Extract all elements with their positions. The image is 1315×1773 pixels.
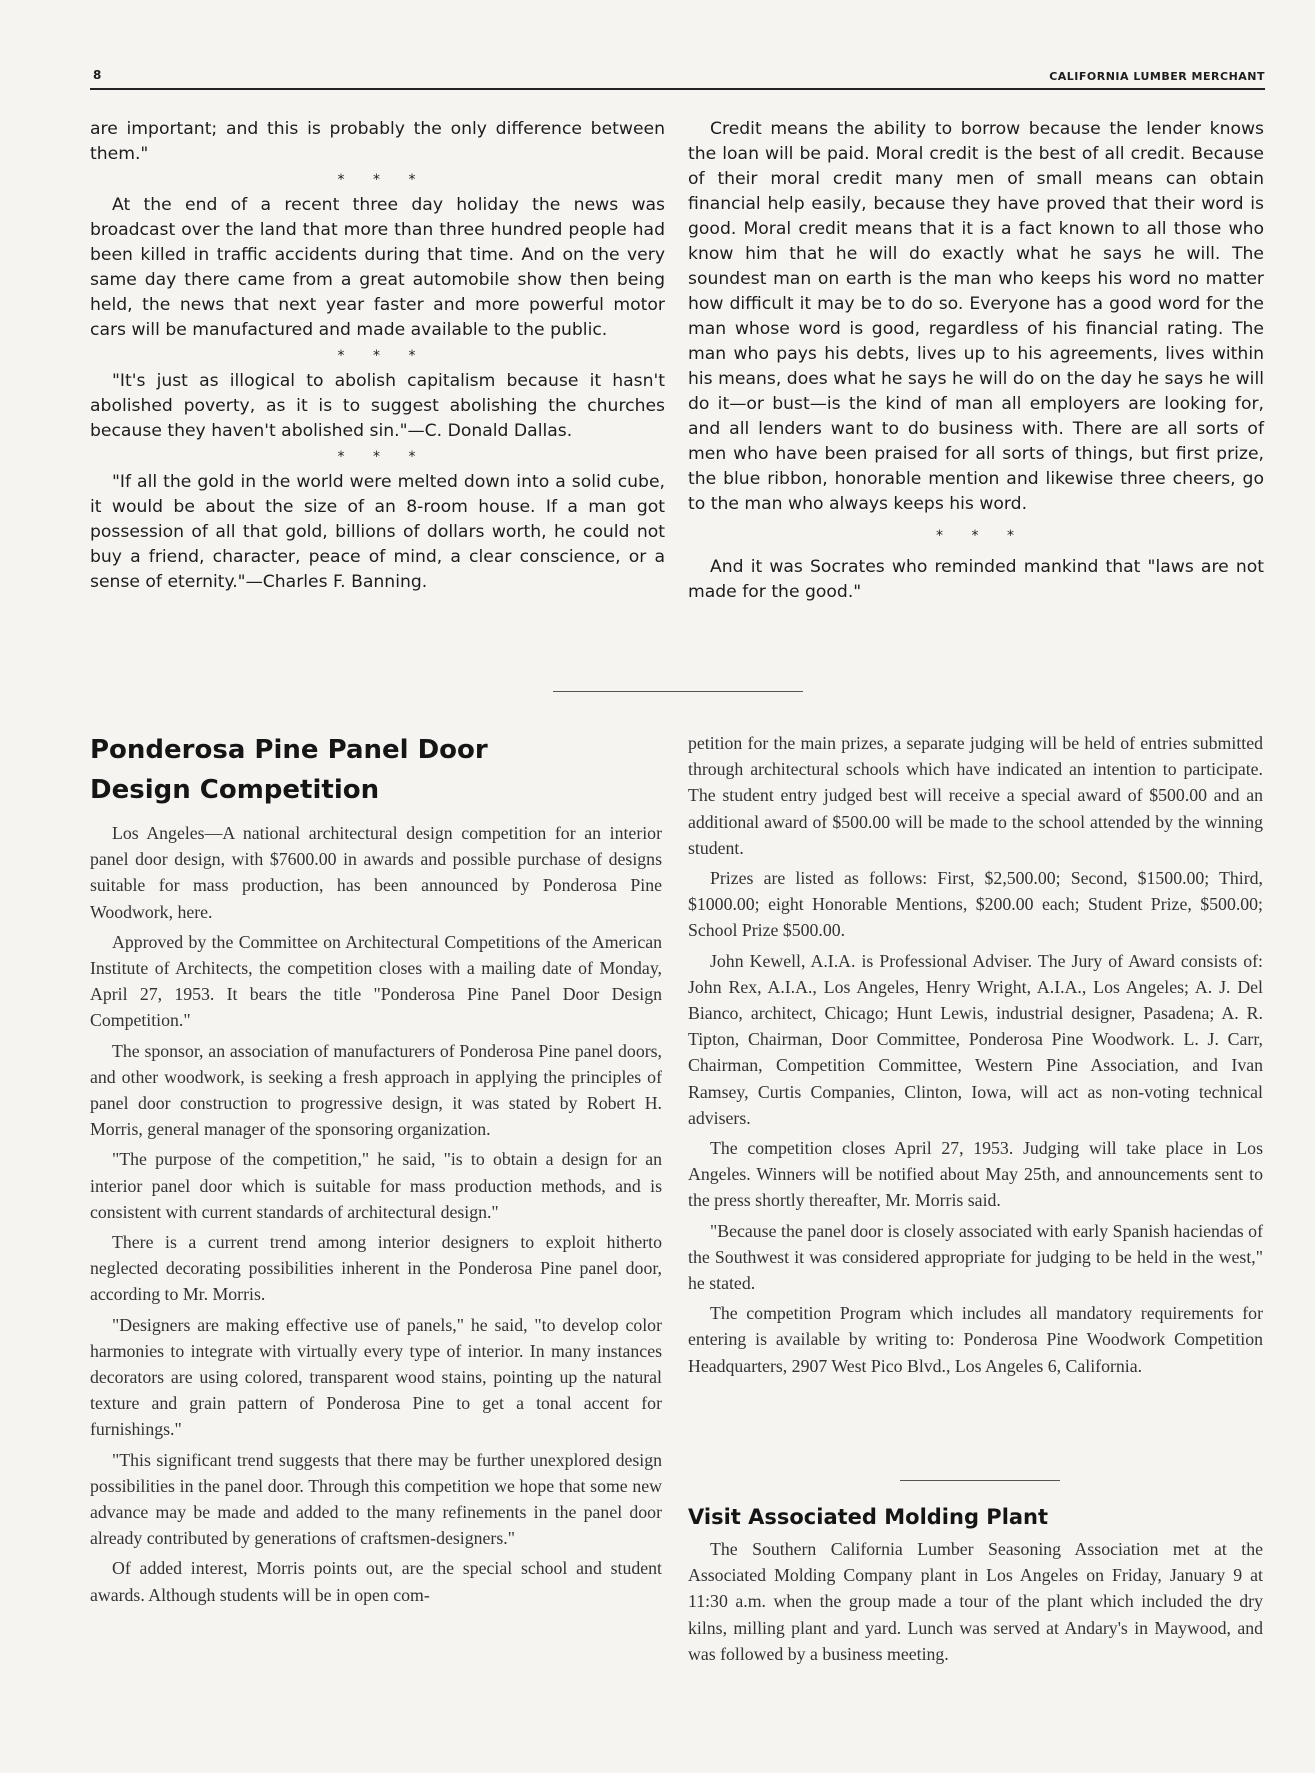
paragraph: "It's just as illogical to abolish capitalism because it hasn't abolished poverty, as it is to suggest abolishing the churches because they haven't abolished sin."—C. Donald Dallas. xyxy=(90,371,665,441)
top-left-column xyxy=(90,117,665,595)
article-title xyxy=(90,730,662,810)
article-title-line-1: Ponderosa Pine Panel Door xyxy=(90,735,488,765)
section-divider xyxy=(900,1480,1060,1481)
article-title-line-2: Design Competition xyxy=(90,775,380,805)
paragraph: Credit means the ability to borrow because the lender knows the loan will be paid. Moral credit is the best of all credit. Because of their moral credit many men of small means can obtain financial help easily, because they have proved that their word is good. Moral credit means that it is a fact known to all those who know him that he will do exactly what he says he will. The soundest man on earth is the man who keeps his word no matter how difficult it may be to do so. Everyone has a good word for the man whose word is good, regardless of his financial rating. The man who pays his debts, lives up to his agreements, lives within his means, does what he says he will do on the day he says he will do it—or bust—is the kind of man all employers are looking for, and all lenders want to do business with. There are all sorts of men who have been praised for all sorts of things, but first prize, the blue ribbon, honorable mention and likewise three cheers, go to the man who always keeps his word. xyxy=(688,119,1264,514)
top-right-column xyxy=(688,117,1264,605)
paragraph: "The purpose of the competition," he said, "is to obtain a design for an interior panel door which is suitable for mass production methods, and is consistent with current standards of architectural design." xyxy=(90,1149,662,1222)
section-separator: * * * xyxy=(337,172,428,188)
article-2-title: Visit Associated Molding Plant xyxy=(688,1505,1049,1529)
paragraph: "Because the panel door is closely associated with early Spanish haciendas of the Southwest it was considered appropriate for judging to be held in the west," he stated. xyxy=(688,1220,1263,1294)
article-2 xyxy=(688,1502,1263,1671)
article-body-left xyxy=(90,820,662,1608)
paragraph: At the end of a recent three day holiday the news was broadcast over the land that more than three hundred people had been killed in traffic accidents during that time. And on the very same day there came from a great automobile show then being held, the news that next year faster and more powerful motor cars will be manufactured and made available to the public. xyxy=(90,195,665,340)
paragraph: Prizes are listed as follows: First, $2,500.00; Second, $1500.00; Third, $1000.00; eight Honorable Mentions, $200.00 each; Student Prize, $500.00; School Prize $500.00. xyxy=(688,868,1263,941)
publication-name: CALIFORNIA LUMBER MERCHANT xyxy=(1049,70,1265,83)
article-left-column xyxy=(90,730,662,1612)
paragraph: Of added interest, Morris points out, are the special school and student awards. Although students will be in open com- xyxy=(90,1558,662,1605)
paragraph: Approved by the Committee on Architectural Competitions of the American Institute of Architects, the competition closes with a mailing date of Monday, April 27, 1953. It bears the title "Ponderosa Pine Panel Door Design Competition." xyxy=(90,931,662,1031)
paragraph: John Kewell, A.I.A. is Professional Adviser. The Jury of Award consists of: John Rex, A.I.A., Los Angeles, Henry Wright, A.I.A., Los Angeles; A. J. Del Bianco, architect, Chicago; Hunt Lewis, industrial designer, Pasadena; A. R. Tipton, Chairman, Door Committee, Ponderosa Pine Woodwork. L. J. Carr, Chairman, Competition Committee, Western Pine Association, and Ivan Ramsey, Curtis Companies, Clinton, Iowa, will act as non-voting technical advisers. xyxy=(688,950,1263,1128)
paragraph: And it was Socrates who reminded mankind that "laws are not made for the good." xyxy=(688,557,1264,602)
paragraph: The Southern California Lumber Seasoning Association met at the Associated Molding Company plant in Los Angeles on Friday, January 9 at 11:30 a.m. when the group made a tour of the plant which included the dry kilns, milling plant and yard. Lunch was served at Andary's in Maywood, and was followed by a business meeting. xyxy=(688,1539,1263,1664)
section-divider xyxy=(553,691,803,692)
page-header xyxy=(90,66,1265,90)
page-number: 8 xyxy=(93,68,102,82)
paragraph: are important; and this is probably the only difference between them." xyxy=(90,119,665,164)
paragraph: The competition closes April 27, 1953. Judging will take place in Los Angeles. Winners will be notified about May 25th, and announcements sent to the press shortly thereafter, Mr. Morris said. xyxy=(688,1138,1263,1211)
paragraph: petition for the main prizes, a separate judging will be held of entries submitted through architectural schools which have indicated an intention to participate. The student entry judged best will receive a special award of $500.00 and an additional award of $500.00 will be made to the school attended by the winning student. xyxy=(688,733,1263,858)
paragraph: "If all the gold in the world were melted down into a solid cube, it would be about the size of an 8-room house. If a man got possession of all that gold, billions of dollars worth, he could not buy a friend, character, peace of mind, a clear conscience, or a sense of eternity."—Charles F. Banning. xyxy=(90,472,665,592)
paragraph: The sponsor, an association of manufacturers of Ponderosa Pine panel doors, and other woodwork, is seeking a fresh approach in applying the principles of panel door construction to progressive design, it was stated by Robert H. Morris, general manager of the sponsoring organization. xyxy=(90,1040,662,1140)
paragraph: "This significant trend suggests that there may be further unexplored design possibilities in the panel door. Through this competition we hope that some new advance may be made and added to the many refinements in the panel door already contributed by generations of craftsmen-designers." xyxy=(90,1449,662,1549)
paragraph: The competition Program which includes all mandatory requirements for entering is available by writing to: Ponderosa Pine Woodwork Competition Headquarters, 2907 West Pico Blvd., Los Angeles 6, California. xyxy=(688,1303,1263,1376)
article-2-body xyxy=(688,1536,1263,1667)
section-separator: * * * xyxy=(337,348,428,364)
paragraph: "Designers are making effective use of panels," he said, "to develop color harmonies to integrate with virtually every type of interior. In many instances decorators are using colored, transparent wood stains, pointing up the natural texture and grain pattern of Ponderosa Pine to get a tonal accent for furnishings." xyxy=(90,1314,662,1440)
section-separator: * * * xyxy=(337,449,428,465)
section-separator: * * * xyxy=(936,528,1026,544)
paragraph: There is a current trend among interior designers to exploit hitherto neglected decorating possibilities inherent in the Ponderosa Pine panel door, according to Mr. Morris. xyxy=(90,1232,662,1305)
paragraph: Los Angeles—A national architectural design competition for an interior panel door design, with $7600.00 in awards and possible purchase of designs suitable for mass production, has been announced by Ponderosa Pine Woodwork, here. xyxy=(90,823,662,922)
article-right-column xyxy=(688,730,1263,1383)
